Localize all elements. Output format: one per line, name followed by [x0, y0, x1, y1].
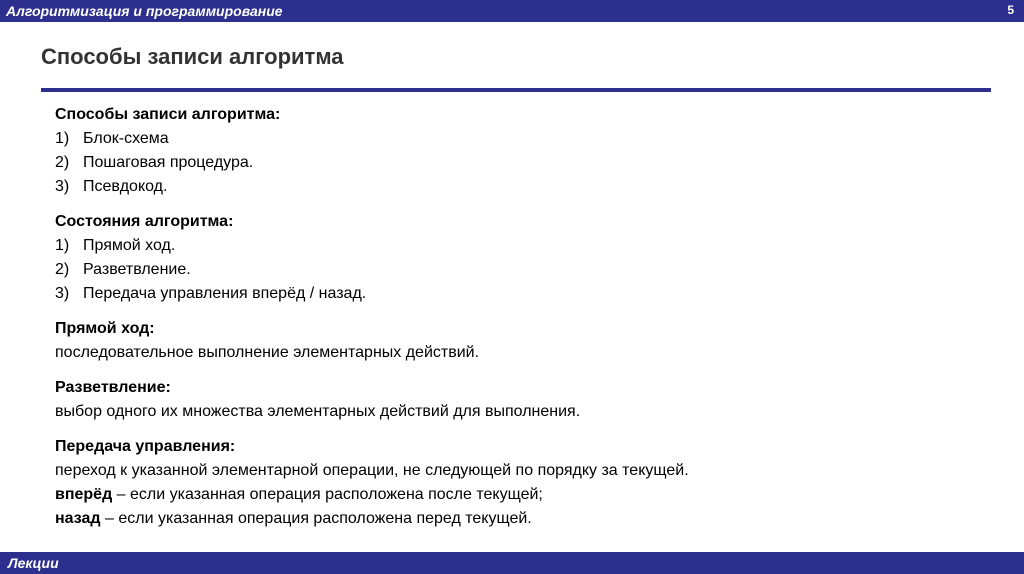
list-number: 3) — [55, 285, 70, 302]
section-states — [55, 210, 995, 306]
list-number: 2) — [55, 154, 70, 171]
section-heading: Состояния алгоритма: — [55, 213, 234, 230]
list-text: Псевдокод. — [83, 178, 168, 195]
list-item — [55, 258, 995, 282]
list-item — [55, 234, 995, 258]
page-number: 5 — [1007, 3, 1014, 17]
title-divider — [41, 88, 991, 92]
list-number: 1) — [55, 130, 70, 147]
section-text: последовательное выполнение элементарных действий. — [55, 344, 480, 361]
list-item — [55, 282, 995, 306]
header-bar — [0, 0, 1024, 22]
list-text: Пошаговая процедура. — [83, 154, 254, 171]
back-term: назад — [55, 510, 101, 527]
list-text: Прямой ход. — [83, 237, 176, 254]
footer-bar — [0, 552, 1024, 574]
list-text: Блок-схема — [83, 130, 169, 147]
slide-title: Способы записи алгоритма — [41, 44, 344, 69]
section-text: выбор одного их множества элементарных действий для выполнения. — [55, 403, 581, 420]
section-transfer — [55, 435, 995, 531]
section-text: переход к указанной элементарной операции, не следующей по порядку за текущей. — [55, 462, 689, 479]
list-number: 3) — [55, 178, 70, 195]
list-item — [55, 151, 995, 175]
footer-label: Лекции — [8, 555, 59, 571]
section-heading: Прямой ход: — [55, 320, 155, 337]
section-direct — [55, 317, 995, 365]
forward-term: вперёд — [55, 486, 113, 503]
section-heading: Способы записи алгоритма: — [55, 106, 281, 123]
section-heading: Разветвление: — [55, 379, 171, 396]
list-number: 1) — [55, 237, 70, 254]
back-text: – если указанная операция расположена перед текущей. — [100, 510, 532, 527]
list-item — [55, 175, 995, 199]
list-number: 2) — [55, 261, 70, 278]
section-heading: Передача управления: — [55, 438, 236, 455]
section-branch — [55, 376, 995, 424]
back-line — [55, 507, 995, 531]
course-title: Алгоритмизация и программирование — [6, 3, 283, 19]
list-text: Разветвление. — [83, 261, 191, 278]
list-item — [55, 127, 995, 151]
section-methods — [55, 103, 995, 199]
list-text: Передача управления вперёд / назад. — [83, 285, 367, 302]
forward-line — [55, 483, 995, 507]
slide-content — [55, 103, 995, 531]
forward-text: – если указанная операция расположена после текущей; — [112, 486, 543, 503]
